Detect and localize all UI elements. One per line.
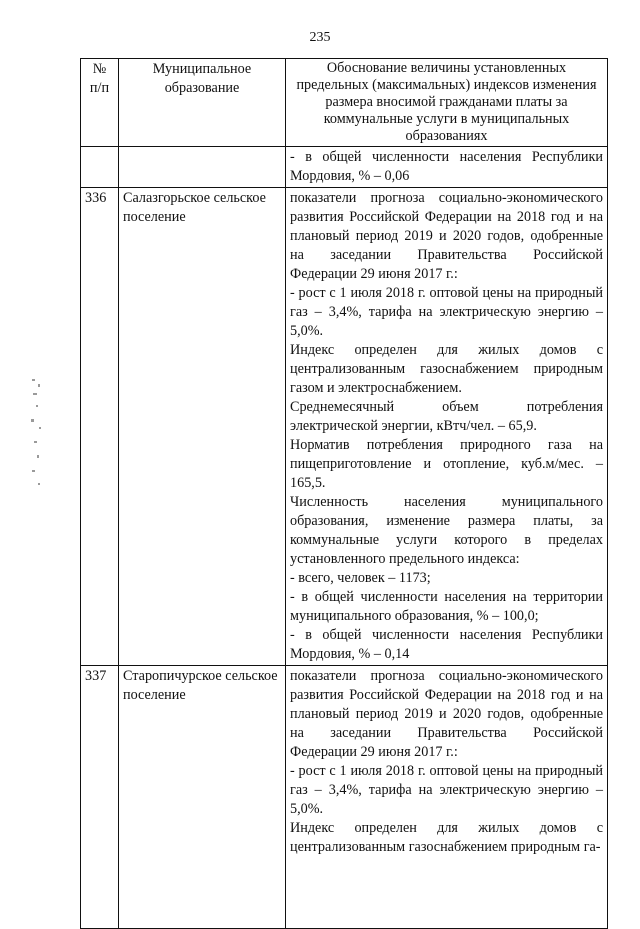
cell-municipality-empty (119, 147, 286, 188)
paragraph: Среднемесячный объем потребления электрической энергии, кВтч/чел. – 65,9. (290, 399, 603, 434)
header-justification: Обоснование величины установленных предельных (максимальных) индексов изменения размера вносимой гражданами платы за коммунальные услуги в муниципальных образованиях (286, 59, 608, 147)
header-number: № п/п (81, 59, 119, 147)
paragraph: Численность населения муниципального образования, изменение размера платы, за коммунальные услуги которого в пределах установленного предельного индекса: (290, 494, 603, 567)
cell-justification-continued (286, 147, 608, 188)
margin-stamp-mark (30, 375, 44, 495)
tariff-index-table (80, 58, 608, 929)
table-header-row (81, 59, 608, 147)
header-municipality: Муниципальное образование (119, 59, 286, 147)
paragraph: - в общей численности населения на территории муниципального образования, % – 100,0; (290, 589, 603, 624)
row-number: 337 (81, 666, 119, 929)
municipality-name: Старопичурское сельское поселение (119, 666, 286, 929)
table-row (81, 188, 608, 666)
paragraph: - в общей численности населения Республики Мордовия, % – 0,14 (290, 627, 603, 662)
paragraph: - рост с 1 июля 2018 г. оптовой цены на природный газ – 3,4%, тарифа на электрическую энергию – 5,0%. (290, 763, 603, 817)
justification-text (286, 188, 608, 666)
paragraph: Норматив потребления природного газа на пищеприготовление и отопление, куб.м/мес. – 165,5. (290, 437, 603, 491)
page-number: 235 (309, 30, 331, 45)
row-number: 336 (81, 188, 119, 666)
paragraph: Индекс определен для жилых домов с централизованным газоснабжением природным газом и электроснабжением. (290, 342, 603, 396)
municipality-name: Салазгорьское сельское поселение (119, 188, 286, 666)
paragraph: Индекс определен для жилых домов с централизованным газоснабжением природным га- (290, 820, 603, 855)
table-row (81, 666, 608, 929)
continuation-line: - в общей численности населения Республики Мордовия, % – 0,06 (290, 149, 603, 184)
paragraph: - рост с 1 июля 2018 г. оптовой цены на природный газ – 3,4%, тарифа на электрическую энергию – 5,0%. (290, 285, 603, 339)
cell-number-empty (81, 147, 119, 188)
paragraph: показатели прогноза социально-экономического развития Российской Федерации на 2018 год и на плановый период 2019 и 2020 годов, одобренные на заседании Правительства Российской Федерации 29 июня 2017 г.: (290, 190, 603, 282)
paragraph: показатели прогноза социально-экономического развития Российской Федерации на 2018 год и на плановый период 2019 и 2020 годов, одобренные на заседании Правительства Российской Федерации 29 июня 2017 г.: (290, 668, 603, 760)
continuation-row (81, 147, 608, 188)
paragraph: - всего, человек – 1173; (290, 570, 431, 586)
justification-text (286, 666, 608, 929)
